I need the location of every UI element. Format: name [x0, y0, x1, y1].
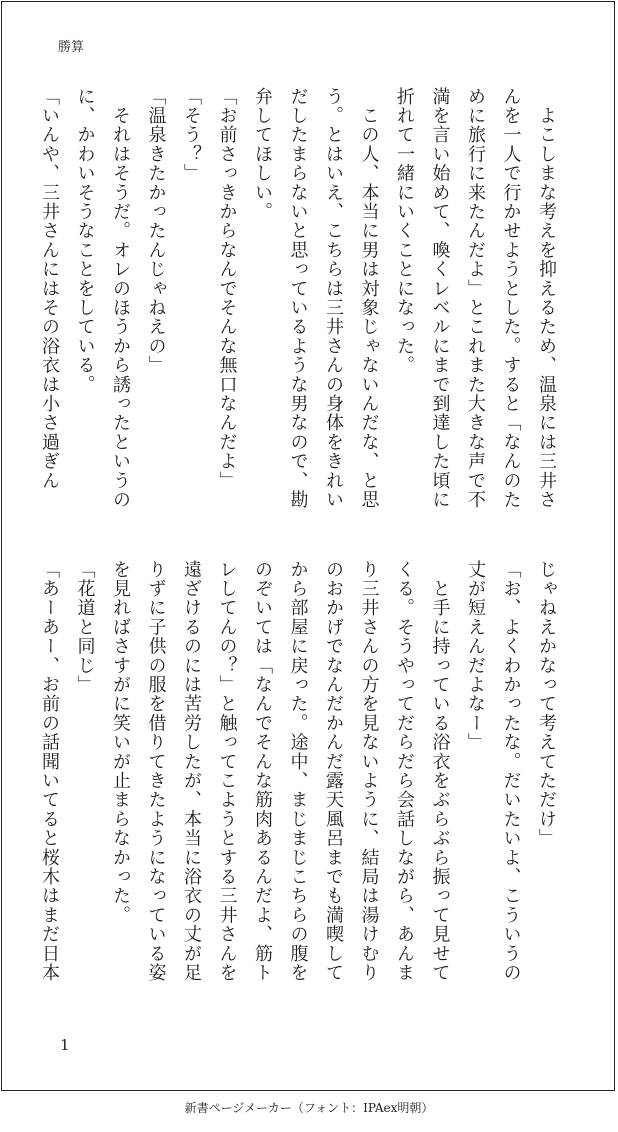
text-line: のおかげでなんだかんだ露天風呂までも満喫して: [323, 560, 344, 983]
text-line: に、かわいそうなことをしている。: [74, 87, 96, 395]
text-line: う。とはいえ、こちらは三井さんの身体をきれい: [323, 87, 344, 510]
text-line: 満を言い始めて、喚くレベルにまで到達した頃に: [429, 87, 451, 510]
page-number: 1: [60, 1036, 70, 1054]
text-line: り三井さんの方を見ないように、結局は湯けむり: [358, 560, 380, 983]
text-line: 「いんや、三井さんにはその浴衣は小さ過ぎん: [39, 87, 60, 491]
text-line: 弁してほしい。: [252, 87, 273, 222]
text-line: 「お、よくわかったな。だいたいよ、こういうの: [500, 560, 522, 983]
text-line: 「花道と同じ」: [74, 560, 96, 695]
text-line: 遠ざけるのには苦労したが、本当に浴衣の丈が足: [181, 560, 202, 983]
text-line: から部屋に戻った。途中、まじまじこちらの腹を: [287, 560, 309, 983]
text-block-top: [32, 87, 565, 527]
text-line: じゃねえかなって考えてただけ」: [536, 560, 557, 848]
text-line: レしてんの？」と触ってこようとする三井さんを: [216, 560, 238, 983]
text-line: のぞいては「なんでそんな筋肉あるんだよ、筋ト: [252, 560, 273, 983]
text-line: だしたまらないと思っているような男なので、勘: [287, 87, 309, 510]
text-line: それはそうだ。オレのほうから誘ったというの: [110, 87, 131, 510]
footer-credit: 新書ページメーカー（フォント：IPAex明朝）: [184, 1101, 434, 1115]
text-line: 「お前さっきからなんでそんな無口なんだよ」: [216, 87, 238, 491]
page-title: 勝算: [58, 40, 85, 55]
text-line: くる。そうやってだらだら会話しながら、あんま: [394, 560, 415, 983]
text-line: 「そう？」: [181, 87, 202, 183]
text-line: めに旅行に来たんだよ」とこれまた大きな声で不: [465, 87, 486, 510]
text-line: と手に持っている浴衣をぶらぶら振って見せて: [429, 560, 451, 983]
text-line: 「あーあー、お前の話聞いてると桜木はまだ日本: [39, 560, 60, 983]
text-line: りずに子供の服を借りてきたようになっている姿: [145, 560, 167, 983]
text-block-bottom: [32, 560, 565, 1000]
text-line: よこしまな考えを抑えるため、温泉には三井さ: [536, 87, 557, 510]
text-line: を見ればさすがに笑いが止まらなかった。: [110, 560, 131, 925]
text-line: 丈が短えんだよなー」: [465, 560, 486, 752]
text-line: この人、本当に男は対象じゃないんだな、と思: [358, 87, 380, 510]
text-line: 「温泉きたかったんじゃねえの」: [145, 87, 167, 375]
text-line: んを一人で行かせようとした。すると「なんのた: [500, 87, 522, 510]
text-line: 折れて一緒にいくことになった。: [394, 87, 415, 375]
